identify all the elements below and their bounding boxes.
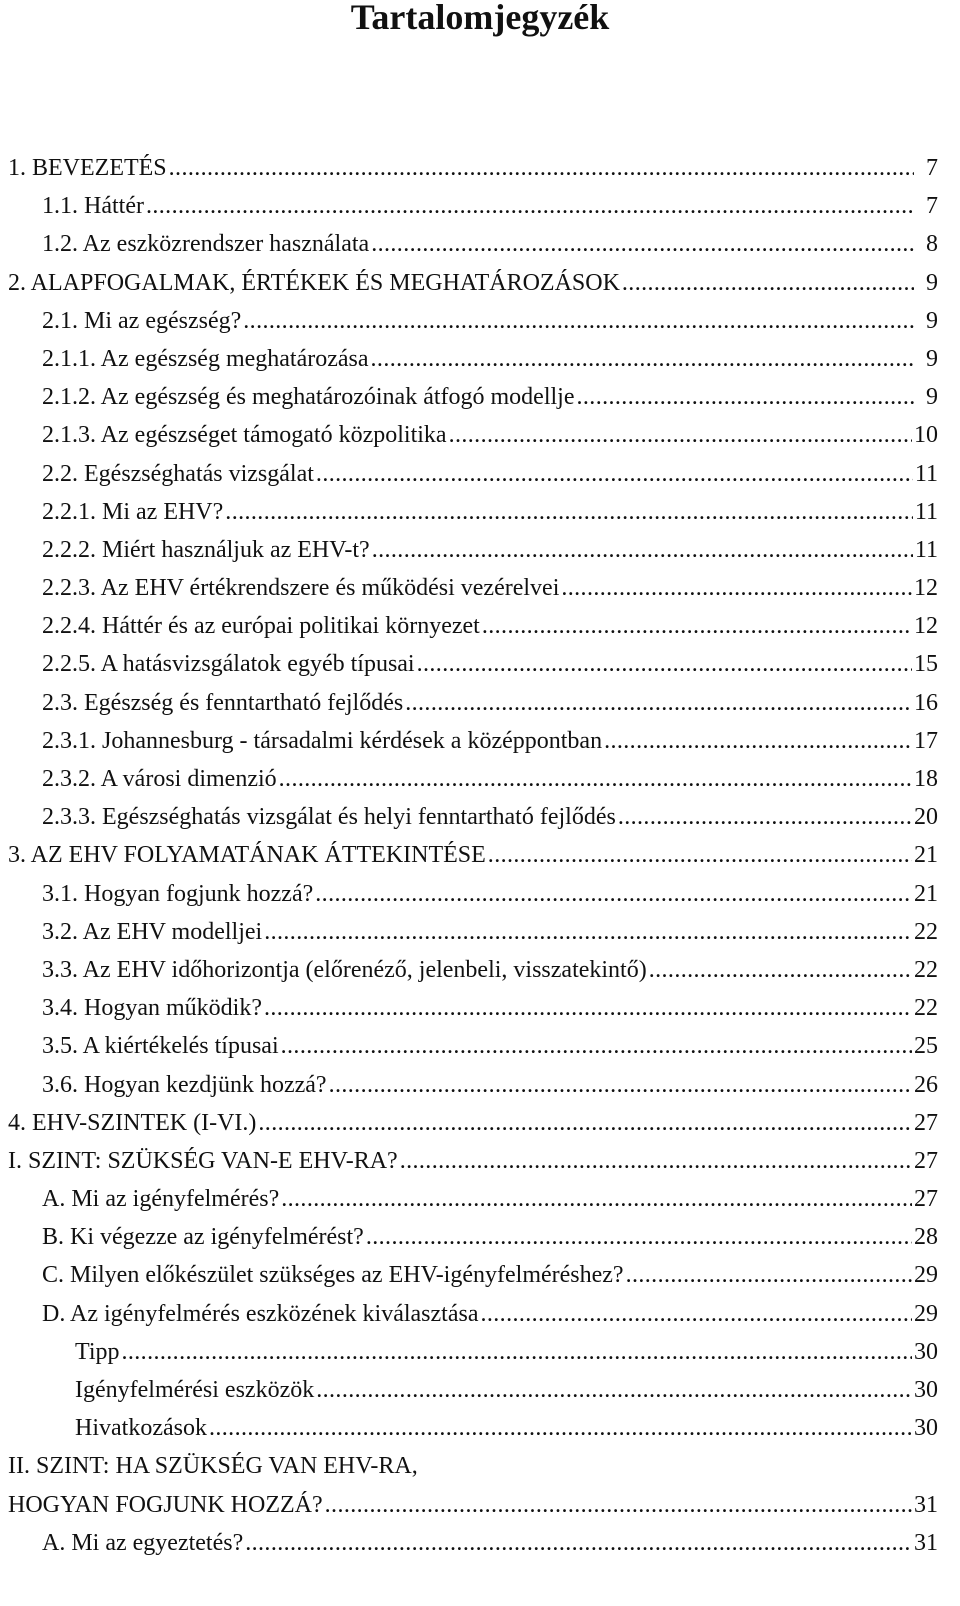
toc-entry[interactable] bbox=[0, 1066, 960, 1104]
toc-page-number: 9 bbox=[926, 307, 938, 334]
toc-entry-text: 3. AZ EHV FOLYAMATÁNAK ÁTTEKINTÉSE bbox=[8, 836, 486, 874]
toc-entry-text: 2. ALAPFOGALMAK, ÉRTÉKEK ÉS MEGHATÁROZÁSOK bbox=[8, 264, 620, 302]
toc-entry[interactable] bbox=[0, 760, 960, 798]
toc-page-number: 18 bbox=[914, 766, 938, 792]
toc-entry[interactable] bbox=[0, 1104, 960, 1142]
toc-entry[interactable] bbox=[0, 684, 960, 722]
leader-dots bbox=[372, 531, 913, 569]
leader-dots bbox=[626, 1256, 912, 1294]
toc-page-number: 10 bbox=[914, 422, 938, 449]
toc-entry-text: 2.3. Egészség és fenntartható fejlődés bbox=[42, 684, 403, 722]
toc-entry[interactable] bbox=[0, 836, 960, 874]
toc-entry[interactable] bbox=[0, 607, 960, 645]
toc-entry-text: 3.2. Az EHV modelljei bbox=[42, 913, 262, 951]
leader-dots bbox=[622, 264, 914, 302]
leader-dots bbox=[243, 302, 914, 340]
toc-page-number: 11 bbox=[914, 498, 938, 525]
toc-entry[interactable] bbox=[0, 1295, 960, 1333]
toc-page-number: 26 bbox=[914, 1071, 938, 1098]
toc-entry-text: 3.1. Hogyan fogjunk hozzá? bbox=[42, 875, 313, 913]
toc-entry[interactable] bbox=[0, 378, 960, 416]
toc-entry-text: C. Milyen előkészület szükséges az EHV-igényfelméréshez? bbox=[42, 1256, 624, 1294]
toc-entry-text: 1. BEVEZETÉS bbox=[8, 149, 167, 187]
toc-entry[interactable] bbox=[0, 149, 960, 187]
toc-entry-text: 2.3.3. Egészséghatás vizsgálat és helyi fenntartható fejlődés bbox=[42, 798, 616, 836]
toc-entry[interactable] bbox=[0, 340, 960, 378]
toc-entry-text: 3.5. A kiértékelés típusai bbox=[42, 1027, 279, 1065]
toc-page-number: 9 bbox=[926, 269, 938, 296]
leader-dots bbox=[649, 951, 912, 989]
toc-page-number: 12 bbox=[914, 575, 938, 602]
toc-entry-text: 3.4. Hogyan működik? bbox=[42, 989, 262, 1027]
table-of-contents bbox=[0, 149, 960, 1562]
leader-dots bbox=[169, 149, 914, 187]
toc-entry[interactable] bbox=[0, 302, 960, 340]
leader-dots bbox=[329, 1066, 912, 1104]
leader-dots bbox=[264, 913, 912, 951]
toc-entry-text: A. Mi az igényfelmérés? bbox=[42, 1180, 279, 1218]
toc-entry[interactable] bbox=[0, 1218, 960, 1256]
toc-entry[interactable] bbox=[0, 569, 960, 607]
toc-entry[interactable] bbox=[0, 531, 960, 569]
toc-entry-text: 2.2.4. Háttér és az európai politikai környezet bbox=[42, 607, 480, 645]
toc-entry[interactable] bbox=[0, 722, 960, 760]
toc-entry[interactable] bbox=[0, 455, 960, 493]
toc-entry-text: 2.1. Mi az egészség? bbox=[42, 302, 241, 340]
toc-entry-text: 2.2.5. A hatásvizsgálatok egyéb típusai bbox=[42, 645, 415, 683]
toc-page-number: 9 bbox=[926, 345, 938, 372]
toc-entry-text: D. Az igényfelmérés eszközének kiválasztása bbox=[42, 1295, 478, 1333]
toc-entry[interactable] bbox=[0, 645, 960, 683]
leader-dots bbox=[480, 1295, 912, 1333]
toc-entry-text: 1.2. Az eszközrendszer használata bbox=[42, 225, 369, 263]
toc-entry-text: 2.2.3. Az EHV értékrendszere és működési vezérelvei bbox=[42, 569, 559, 607]
toc-entry-text: HOGYAN FOGJUNK HOZZÁ? bbox=[8, 1486, 323, 1524]
toc-entry[interactable] bbox=[0, 951, 960, 989]
toc-entry[interactable] bbox=[0, 1524, 960, 1562]
leader-dots bbox=[316, 455, 913, 493]
leader-dots bbox=[371, 225, 914, 263]
leader-dots bbox=[315, 875, 912, 913]
toc-page-number: 9 bbox=[926, 384, 938, 411]
toc-page-number: 30 bbox=[914, 1377, 938, 1403]
toc-entry-text: 2.1.3. Az egészséget támogató közpolitika bbox=[42, 416, 447, 454]
leader-dots bbox=[371, 340, 914, 378]
leader-dots bbox=[225, 493, 913, 531]
toc-page-number: 20 bbox=[914, 804, 938, 831]
leader-dots bbox=[405, 684, 912, 722]
toc-page-number: 31 bbox=[914, 1529, 938, 1556]
toc-entry-heading-line[interactable] bbox=[0, 1447, 960, 1485]
toc-entry[interactable] bbox=[0, 989, 960, 1027]
leader-dots bbox=[258, 1104, 912, 1142]
toc-entry-text: 2.1.2. Az egészség és meghatározóinak átfogó modellje bbox=[42, 378, 575, 416]
toc-entry-text: Hivatkozások bbox=[75, 1409, 207, 1447]
toc-entry-text: 2.3.2. A városi dimenzió bbox=[42, 760, 277, 798]
leader-dots bbox=[488, 836, 912, 874]
toc-entry[interactable] bbox=[0, 225, 960, 263]
leader-dots bbox=[316, 1371, 912, 1409]
leader-dots bbox=[245, 1524, 912, 1562]
leader-dots bbox=[400, 1142, 912, 1180]
leader-dots bbox=[146, 187, 914, 225]
toc-page-number: 29 bbox=[914, 1262, 938, 1289]
leader-dots bbox=[577, 378, 915, 416]
toc-entry-text: Igényfelmérési eszközök bbox=[75, 1371, 314, 1409]
toc-entry-text: I. SZINT: SZÜKSÉG VAN-E EHV-RA? bbox=[8, 1142, 398, 1180]
toc-page-number: 22 bbox=[914, 995, 938, 1022]
leader-dots bbox=[264, 989, 912, 1027]
leader-dots bbox=[618, 798, 912, 836]
toc-entry[interactable] bbox=[0, 264, 960, 302]
toc-entry-text: 3.6. Hogyan kezdjünk hozzá? bbox=[42, 1066, 327, 1104]
toc-entry[interactable] bbox=[0, 1180, 960, 1218]
toc-page-number: 22 bbox=[914, 956, 938, 983]
toc-entry-text: 4. EHV-SZINTEK (I-VI.) bbox=[8, 1104, 256, 1142]
toc-entry-text: II. SZINT: HA SZÜKSÉG VAN EHV-RA, bbox=[8, 1447, 418, 1485]
toc-page-number: 27 bbox=[914, 1186, 938, 1213]
toc-page-number: 22 bbox=[914, 918, 938, 945]
toc-page-number: 27 bbox=[914, 1147, 938, 1174]
toc-entry-text: 2.1.1. Az egészség meghatározása bbox=[42, 340, 369, 378]
leader-dots bbox=[449, 416, 912, 454]
toc-page-number: 11 bbox=[914, 536, 938, 563]
toc-entry[interactable] bbox=[0, 1371, 960, 1409]
toc-page-number: 21 bbox=[914, 880, 938, 907]
toc-entry[interactable] bbox=[0, 1142, 960, 1180]
toc-entry-text: 2.2.1. Mi az EHV? bbox=[42, 493, 223, 531]
toc-entry-text: 3.3. Az EHV időhorizontja (előrenéző, jelenbeli, visszatekintő) bbox=[42, 951, 647, 989]
toc-page-number: 7 bbox=[926, 155, 938, 181]
toc-page-number: 30 bbox=[914, 1415, 938, 1442]
toc-entry[interactable] bbox=[0, 1486, 960, 1524]
toc-page-number: 7 bbox=[926, 193, 938, 220]
toc-entry-text: 2.2. Egészséghatás vizsgálat bbox=[42, 455, 314, 493]
toc-entry-text: 1.1. Háttér bbox=[42, 187, 144, 225]
leader-dots bbox=[209, 1409, 912, 1447]
toc-page-number: 21 bbox=[914, 842, 938, 869]
toc-page-number: 25 bbox=[914, 1033, 938, 1060]
leader-dots bbox=[366, 1218, 912, 1256]
toc-page-number: 16 bbox=[914, 689, 938, 716]
leader-dots bbox=[281, 1180, 912, 1218]
leader-dots bbox=[121, 1333, 912, 1371]
leader-dots bbox=[482, 607, 912, 645]
toc-entry[interactable] bbox=[0, 187, 960, 225]
toc-page-number: 15 bbox=[914, 651, 938, 678]
page-title: Tartalomjegyzék bbox=[350, 0, 610, 37]
toc-entry-text: A. Mi az egyeztetés? bbox=[42, 1524, 243, 1562]
toc-entry[interactable] bbox=[0, 798, 960, 836]
toc-entry-text: B. Ki végezze az igényfelmérést? bbox=[42, 1218, 364, 1256]
toc-entry[interactable] bbox=[0, 913, 960, 951]
toc-page-number: 12 bbox=[914, 613, 938, 640]
leader-dots bbox=[604, 722, 912, 760]
toc-entry[interactable] bbox=[0, 1409, 960, 1447]
toc-entry-text: 2.3.1. Johannesburg - társadalmi kérdések a középpontban bbox=[42, 722, 602, 760]
toc-entry[interactable] bbox=[0, 875, 960, 913]
toc-page-number: 17 bbox=[914, 727, 938, 754]
toc-page-number: 28 bbox=[914, 1224, 938, 1251]
leader-dots bbox=[417, 645, 912, 683]
toc-page-number: 29 bbox=[914, 1300, 938, 1327]
toc-entry-text: Tipp bbox=[75, 1333, 119, 1371]
toc-entry[interactable] bbox=[0, 1333, 960, 1371]
leader-dots bbox=[279, 760, 912, 798]
toc-entry-text: 2.2.2. Miért használjuk az EHV-t? bbox=[42, 531, 370, 569]
toc-page-number: 31 bbox=[914, 1491, 938, 1518]
toc-page-number: 27 bbox=[914, 1109, 938, 1136]
toc-entry[interactable] bbox=[0, 1256, 960, 1294]
leader-dots bbox=[561, 569, 912, 607]
leader-dots bbox=[281, 1027, 912, 1065]
toc-page-number: 8 bbox=[926, 231, 938, 258]
toc-entry[interactable] bbox=[0, 1027, 960, 1065]
leader-dots bbox=[325, 1486, 912, 1524]
toc-entry[interactable] bbox=[0, 493, 960, 531]
toc-page-number: 11 bbox=[914, 460, 938, 487]
toc-page-number: 30 bbox=[914, 1338, 938, 1365]
toc-entry[interactable] bbox=[0, 416, 960, 454]
